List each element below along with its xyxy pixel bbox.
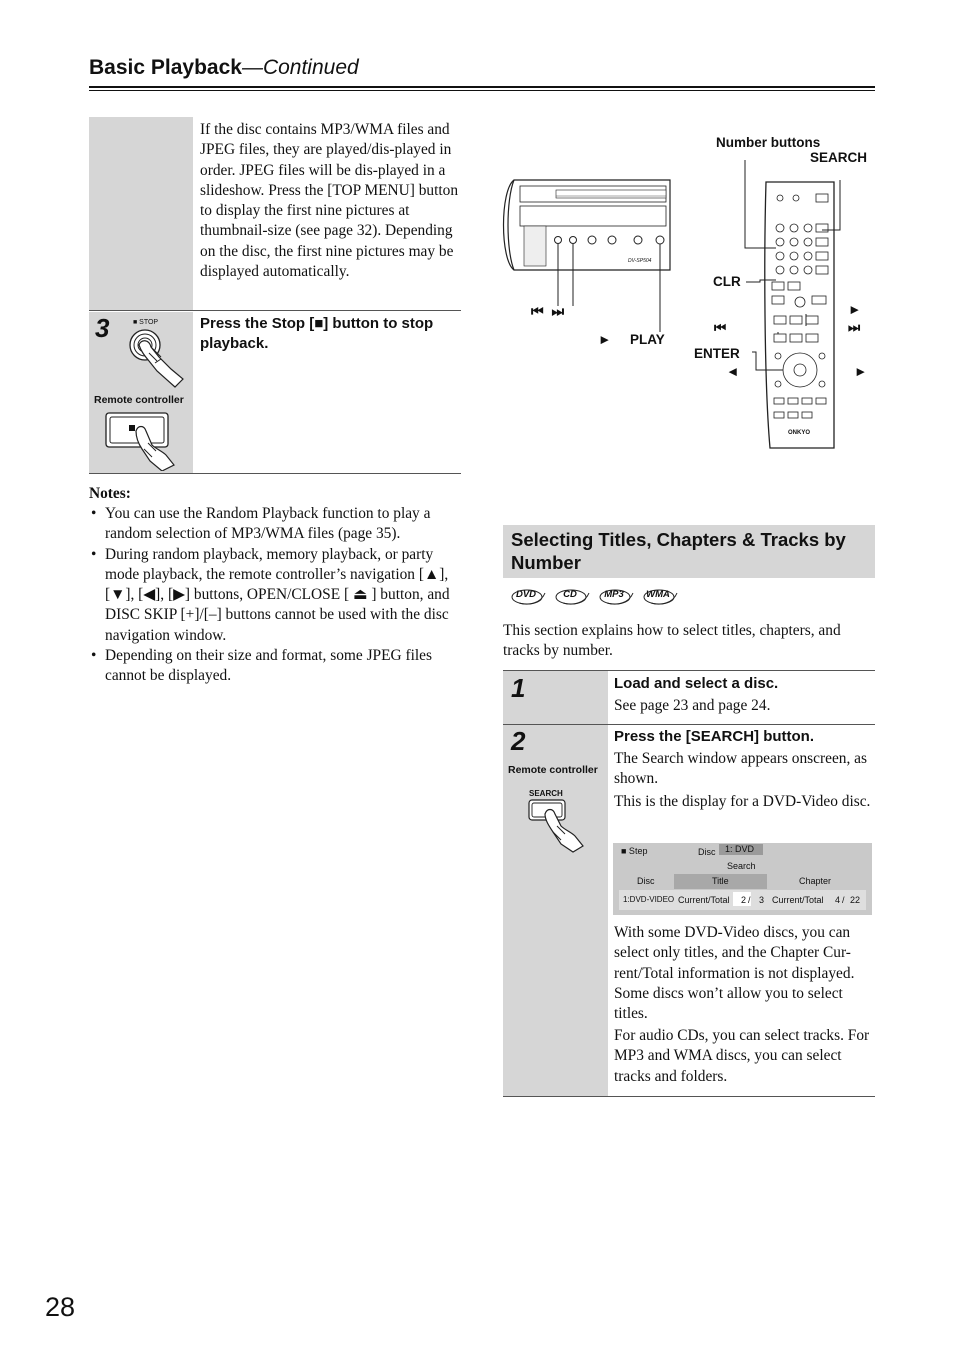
osd-title-ct: Current/Total bbox=[678, 895, 730, 905]
callout-search: SEARCH bbox=[810, 150, 868, 165]
note-item: • You can use the Random Playback function to play a random selection of MP3/WMA files (page 35). bbox=[89, 504, 461, 545]
dvd-badge: DVD bbox=[511, 587, 547, 607]
osd-chap-current: 4 bbox=[835, 895, 841, 905]
step1-body: See page 23 and page 24. bbox=[614, 697, 771, 714]
step3-heading: Press the Stop [■] button to stop playback. bbox=[200, 315, 434, 352]
callout-play: PLAY bbox=[630, 332, 665, 347]
callout-prev-next: ⏮ ⏭ bbox=[531, 303, 567, 319]
intro-paragraph: If the disc contains MP3/WMA files and JPEG files, they are played/dis-played in order. JPEG files will be dis-played in a slideshow. Press the [TOP MENU] button to display the first nine pictures at thumbnail-size (see page 32). Depending on the disc, the first nine pictures may be displayed automatically. bbox=[200, 121, 459, 281]
step-number: 3 bbox=[95, 313, 110, 343]
step2-gray-cell bbox=[503, 725, 608, 1097]
callout-number-buttons: Number buttons bbox=[716, 135, 821, 150]
notes-section bbox=[89, 484, 461, 687]
remote-controller-label: Remote controller bbox=[94, 394, 184, 406]
stop-label: ■ STOP bbox=[133, 319, 159, 326]
callout-right-arrow-2: ► bbox=[854, 364, 868, 379]
osd-col-chapter: Chapter bbox=[799, 876, 832, 886]
step2-body3: With some DVD-Video discs, you can select only titles, and the Chapter Cur-rent/Total information is not displayed. Some discs won’t allow you to select titles. bbox=[614, 924, 855, 1023]
divider bbox=[503, 1096, 875, 1097]
callout-skip-right: ⏭ bbox=[848, 320, 861, 335]
osd-disc-value: 1: DVD bbox=[719, 844, 763, 855]
stop-hand-icon bbox=[127, 327, 189, 389]
header-rule bbox=[89, 86, 875, 91]
osd-step: ■ Step bbox=[621, 846, 648, 856]
search-window-screenshot bbox=[613, 843, 872, 915]
osd-col-disc: Disc bbox=[637, 876, 655, 886]
osd-col-title: Title bbox=[712, 876, 729, 886]
note-item: • Depending on their size and format, some JPEG files cannot be displayed. bbox=[89, 646, 461, 687]
page-number: 28 bbox=[45, 1292, 76, 1322]
callout-skip-left: ⏮ bbox=[714, 320, 727, 335]
section-header bbox=[503, 525, 875, 578]
stop-button-hand-icon bbox=[104, 409, 184, 471]
cd-badge: CD bbox=[555, 587, 591, 607]
divider bbox=[89, 473, 461, 474]
player-remote-drawing bbox=[500, 130, 880, 460]
callout-right-arrow: ► bbox=[848, 302, 862, 317]
step1-heading: Load and select a disc. bbox=[614, 675, 779, 692]
step2-heading: Press the [SEARCH] button. bbox=[614, 728, 815, 745]
page-header bbox=[89, 56, 359, 80]
header-continued: —Continued bbox=[241, 56, 359, 79]
section-intro: This section explains how to select titles, chapters, and tracks by number. bbox=[503, 622, 841, 660]
osd-search: Search bbox=[727, 861, 756, 871]
osd-chap-sep: / bbox=[842, 895, 845, 905]
player-model: DV-SP504 bbox=[628, 258, 652, 264]
notes-list bbox=[89, 504, 461, 687]
controls-illustration bbox=[500, 130, 880, 460]
step-number: 1 bbox=[511, 673, 526, 703]
osd-chap-ct: Current/Total bbox=[772, 895, 824, 905]
search-label: SEARCH bbox=[529, 789, 563, 798]
osd-disc-label: Disc bbox=[698, 847, 716, 857]
osd-title-sep: / bbox=[748, 895, 751, 905]
step-gray-cell bbox=[89, 117, 193, 311]
callout-left-arrow: ◄ bbox=[726, 364, 740, 379]
mp3-badge: MP3 bbox=[599, 587, 635, 607]
osd-title-current: 2 bbox=[741, 895, 747, 905]
osd-title-total: 3 bbox=[759, 895, 765, 905]
notes-title: Notes: bbox=[89, 485, 131, 502]
remote-brand: ONKYO bbox=[788, 430, 811, 436]
callout-enter: ENTER bbox=[694, 346, 740, 361]
callout-clr: CLR bbox=[713, 274, 741, 289]
divider bbox=[89, 310, 461, 311]
section-title: Selecting Titles, Chapters & Tracks by Number bbox=[511, 529, 846, 573]
step-table-left bbox=[89, 117, 461, 474]
osd-disc-type: 1:DVD-VIDEO bbox=[623, 895, 675, 904]
wma-badge: WMA bbox=[643, 587, 679, 607]
step2-body1: The Search window appears onscreen, as shown. bbox=[614, 750, 867, 788]
header-title: Basic Playback bbox=[89, 56, 242, 79]
search-button-hand-icon bbox=[527, 798, 587, 854]
step2-body2: This is the display for a DVD-Video disc. bbox=[614, 793, 871, 810]
callout-play-arrow: ► bbox=[598, 332, 612, 347]
step2-body4: For audio CDs, you can select tracks. For MP3 and WMA discs, you can select tracks and folders. bbox=[614, 1027, 870, 1085]
step-number: 2 bbox=[511, 726, 526, 756]
note-item: • During random playback, memory playback, or party mode playback, the remote controller’s navigation [▲], [▼], [◀], [▶] buttons, OPEN/CLOSE [ ⏏ ] button, and DISC SKIP [+]/[–] buttons cannot be used with the disc navigation window. bbox=[89, 545, 461, 646]
remote-controller-label: Remote controller bbox=[508, 764, 598, 776]
osd-chap-total: 22 bbox=[850, 895, 861, 905]
